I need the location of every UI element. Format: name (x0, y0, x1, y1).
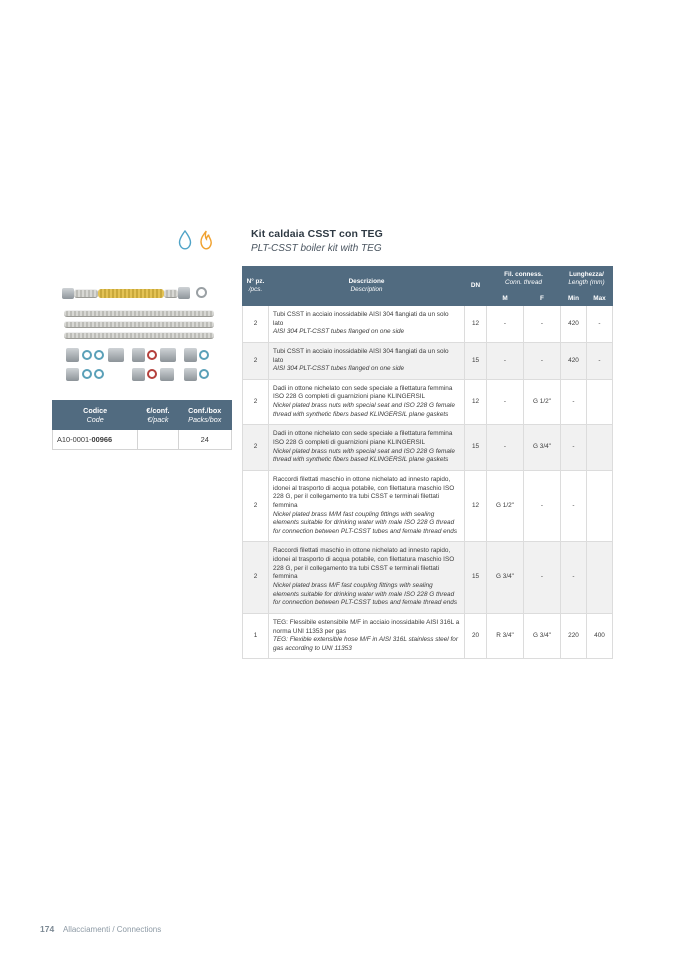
row-thread-f: - (524, 542, 561, 613)
table-row (243, 542, 613, 613)
row-thread-m: - (487, 379, 524, 425)
footer-section-label: Allacciamenti / Connections (62, 925, 162, 934)
row-thread-m: - (487, 305, 524, 342)
row-length-min: - (561, 470, 587, 541)
row-dn: 15 (465, 425, 487, 471)
product-price-cell (138, 430, 178, 450)
code-table (52, 400, 232, 450)
row-thread-f: - (524, 305, 561, 342)
row-length-min: - (561, 542, 587, 613)
row-dn: 12 (465, 470, 487, 541)
gas-flame-icon (199, 230, 213, 250)
spec-header-description: Descrizione Description (269, 267, 465, 306)
row-pcs: 2 (243, 342, 269, 379)
spec-table-header-row-1 (243, 267, 613, 293)
page-footer (40, 924, 161, 934)
row-description: Dadi in ottone nichelato con sede speciale a filettatura femmina ISO 228 G completi di guarnizioni piane KLINGERSIL Nickel plated brass nuts with special seat and ISO 228 G female thread with synthetic fibers based KLINGERSIL plane gaskets (269, 379, 465, 425)
title-italian: Kit caldaia CSST con TEG (251, 228, 383, 240)
row-length-min: 420 (561, 305, 587, 342)
table-row (53, 430, 232, 450)
row-thread-m: R 3/4" (487, 613, 524, 659)
code-table-header-price: €/conf. €/pack (138, 401, 178, 430)
row-dn: 20 (465, 613, 487, 659)
row-description: Raccordi filettati maschio in ottone nichelato ad innesto rapido, idonei al trasporto di acqua potabile, con filettatura maschio ISO 228 G, per il collegamento tra tubi CSST e terminali filettati femmina Nickel plated brass M/M fast coupling fittings with sealing elements suitable for drinking water with male ISO 228 G thread for connection between PLT-CSST tubes and female thread ends (269, 470, 465, 541)
table-row (243, 470, 613, 541)
row-length-min: - (561, 425, 587, 471)
row-length-min: 220 (561, 613, 587, 659)
row-thread-f: - (524, 470, 561, 541)
row-pcs: 1 (243, 613, 269, 659)
table-row (243, 379, 613, 425)
row-length-max (587, 425, 613, 471)
product-code-cell: A10-0001-00966 (53, 430, 138, 450)
water-drop-icon (178, 230, 192, 250)
row-dn: 12 (465, 305, 487, 342)
row-thread-f: G 1/2" (524, 379, 561, 425)
code-table-header-row (53, 401, 232, 430)
code-table-header-code: Codice Code (53, 401, 138, 430)
row-length-min: - (561, 379, 587, 425)
row-description: TEG: Flessibile estensibile M/F in acciaio inossidabile AISI 316L a norma UNI 11353 per gas TEG: Flexible extensible hose M/F in AISI 316L stainless steel for gas according to UNI 11353 (269, 613, 465, 659)
row-thread-m: G 1/2" (487, 470, 524, 541)
table-row (243, 342, 613, 379)
table-row (243, 425, 613, 471)
product-icons (178, 230, 213, 250)
title-english: PLT-CSST boiler kit with TEG (251, 243, 382, 254)
spec-header-thread-f: F (524, 292, 561, 305)
specification-table (242, 266, 613, 659)
row-pcs: 2 (243, 542, 269, 613)
row-thread-f: G 3/4" (524, 613, 561, 659)
row-pcs: 2 (243, 305, 269, 342)
row-thread-m: - (487, 425, 524, 471)
row-thread-f: - (524, 342, 561, 379)
row-dn: 12 (465, 379, 487, 425)
row-length-max: 400 (587, 613, 613, 659)
row-thread-m: - (487, 342, 524, 379)
row-description: Raccordi filettati maschio in ottone nichelato ad innesto rapido, idonei al trasporto di acqua potabile, con filettatura maschio ISO 228 G, per il collegamento tra tubi CSST e terminali filettati femmina Nickel plated brass M/F fast coupling fittings with sealing elements suitable for drinking water with male ISO 228 G thread for connection between PLT-CSST tubes and female thread ends (269, 542, 465, 613)
spec-header-dn: DN (465, 267, 487, 306)
row-length-max (587, 379, 613, 425)
row-description: Tubi CSST in acciaio inossidabile AISI 304 flangiati da un solo lato AISI 304 PLT-CSST tubes flanged on one side (269, 342, 465, 379)
table-row (243, 613, 613, 659)
product-packs-cell: 24 (178, 430, 232, 450)
code-table-header-packs: Conf./box Packs/box (178, 401, 232, 430)
row-thread-m: G 3/4" (487, 542, 524, 613)
page-number: 174 (40, 924, 55, 934)
row-dn: 15 (465, 542, 487, 613)
row-dn: 15 (465, 342, 487, 379)
spec-header-length-group: Lunghezza/ Length (mm) (561, 267, 613, 293)
page-title (251, 228, 611, 254)
spec-header-length-max: Max (587, 292, 613, 305)
row-length-max: - (587, 305, 613, 342)
table-row (243, 305, 613, 342)
row-pcs: 2 (243, 425, 269, 471)
row-description: Tubi CSST in acciaio inossidabile AISI 304 flangiati da un solo lato AISI 304 PLT-CSST tubes flanged on one side (269, 305, 465, 342)
row-description: Dadi in ottone nichelato con sede speciale a filettatura femmina ISO 228 G completi di guarnizioni piane KLINGERSIL Nickel plated brass nuts with special seat and ISO 228 G female thread with synthetic fibers based KLINGERSIL plane gaskets (269, 425, 465, 471)
product-photo (58, 276, 223, 401)
row-pcs: 2 (243, 470, 269, 541)
spec-header-pcs: N° pz. /pcs. (243, 267, 269, 306)
row-length-max: - (587, 342, 613, 379)
spec-header-length-min: Min (561, 292, 587, 305)
row-length-max (587, 470, 613, 541)
row-thread-f: G 3/4" (524, 425, 561, 471)
spec-header-thread-group: Fil. conness. Conn. thread (487, 267, 561, 293)
spec-header-thread-m: M (487, 292, 524, 305)
row-length-max (587, 542, 613, 613)
row-pcs: 2 (243, 379, 269, 425)
row-length-min: 420 (561, 342, 587, 379)
